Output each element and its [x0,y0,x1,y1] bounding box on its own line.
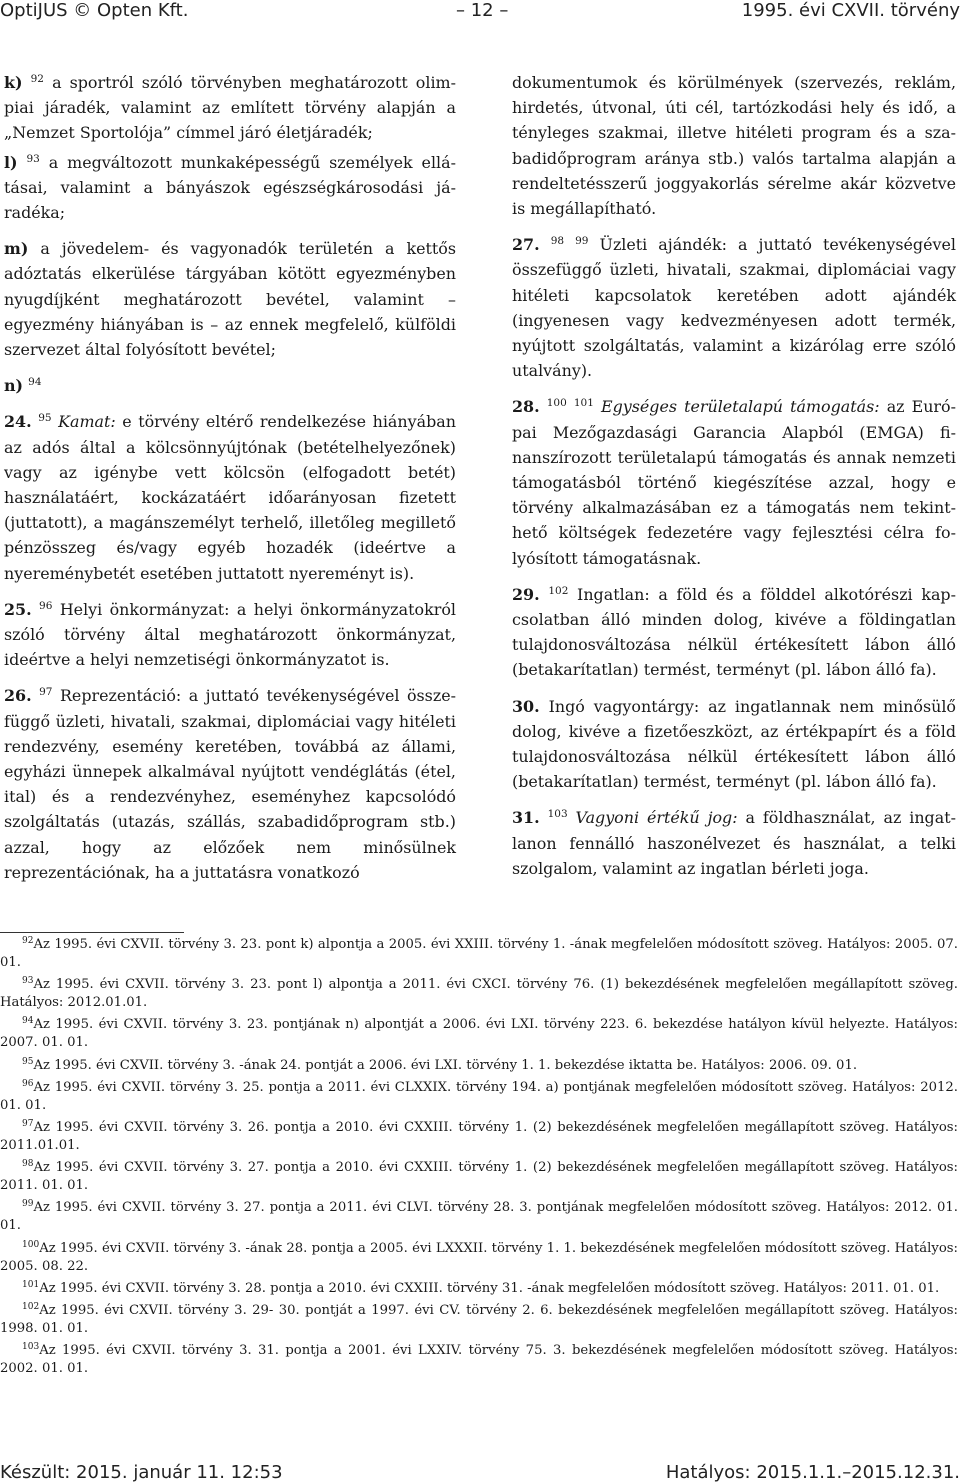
footnote: $^{103}$Az 1995. évi CXVII. törvény 3. 31. pontja a 2001. évi LXXIV. törvény 75. 3. bekezdésének megfelelően módosított szöveg. Hatályos: 2002. 01. 01. [0,1342,958,1377]
section-28: 28. $^{100}$ $^{101}$ Egységes területalapú támogatás: az Európai Mezőgazdasági Garancia Alapból (EMGA) finanszírozott területalapú támogatás és annak nemzeti támogatásból történő kiegészítése azzal, hogy e törvény alkalmazásában ez a támogatás nem tekinthető költségek fedezetére vagy fejlesztési célra folyósított támogatásnak. [512,397,956,568]
item-m: m) a jövedelem- és vagyonadók területén a kettős adóztatás elkerülése tárgyában kötött egyezményben nyugdíjként meghatározott bevétel, valamint – egyezmény hiányában is – az ennek megfelelő, külföldi szervezet által folyósított bevétel; [4,239,456,360]
section-26-continued: dokumentumok és körülmények (szervezés, reklám, hirdetés, útvonal, úti cél, tartózkodási hely és idő, a tényleges szakmai, illetve hitéleti program és a szabadidőprogram aránya stb.) valós tartalma alapján a rendeltetésszerű joggyakorlás sérelme akár közvetve is megállapítható. [512,73,956,219]
footnote-ref: 93 [26,152,40,165]
section-25: 25. $^{96}$ Helyi önkormányzat: a helyi önkormányzatokról szóló törvény által meghatározott önkormányzat, ideértve a helyi nemzetiségi önkormányzatot is. [4,599,456,670]
section-27: 27. $^{98}$ $^{99}$ Üzleti ajándék: a juttató tevékenységével összefüggő üzleti, hivatali, szakmai, diplomáciai vagy hitéleti kapcsolatok keretében adott ajándék (ingyenesen vagy kedvezményesen adott termék, nyújtott szolgáltatás, valamint a kizárólag erre szóló utalvány). [512,235,956,381]
header-law-title: 1995. évi CXVII. törvény [741,0,960,21]
footnote-ref: 97 [39,686,53,699]
footnote: $^{95}$Az 1995. évi CXVII. törvény 3. -ának 24. pontját a 2006. évi LXI. törvény 1. 1. bekezdése iktatta be. Hatályos: 2006. 09. 01. [22,1056,858,1073]
footnote: $^{94}$Az 1995. évi CXVII. törvény 3. 23. pontjának n) alpontját a 2006. évi LXI. törvény 223. 6. bekezdése hatályon kívül helyezte. Hatályos: 2007. 01. 01. [0,1016,958,1051]
left-column [4,70,456,896]
footer-created: Készült: 2015. január 11. 12:53 [0,1462,283,1483]
footnote: $^{101}$Az 1995. évi CXVII. törvény 3. 28. pontja a 2010. évi CXXIII. törvény 31. -ának megfelelően módosított szöveg. Hatályos: 2011. 01. 01. [22,1279,940,1296]
item-k: k) $^{92}$ a sportról szóló törvényben meghatározott olimpiai járadék, valamint az említett törvény alapján a „Nemzet Sportolója” címmel járó életjáradék; [4,73,456,143]
footer-effective: Hatályos: 2015.1.1.–2015.12.31. [665,1462,960,1483]
footnote: $^{97}$Az 1995. évi CXVII. törvény 3. 26. pontja a 2010. évi CXXIII. törvény 1. (2) bekezdésének megfelelően megállapított szöveg. Hatályos: 2011.01.01. [0,1118,958,1153]
section-29: 29. $^{102}$ Ingatlan: a föld és a földdel alkotórészi kapcsolatban álló minden dolog, kivéve a földingatlan tulajdonosváltozása nélkül értékesített lábon álló (betakarítatlan) termést, terményt (pl. lábon álló fa). [512,584,956,680]
footnote: $^{93}$Az 1995. évi CXVII. törvény 3. 23. pont l) alpontja a 2011. évi CXCI. törvény 76. (1) bekezdésének megfelelően megállapított szöveg. Hatályos: 2012.01.01. [0,976,958,1011]
footnote: $^{100}$Az 1995. évi CXVII. törvény 3. -ának 28. pontja a 2005. évi LXXXII. törvény 1. 1. bekezdésének megfelelően módosított szöveg. Hatályos: 2005. 08. 22. [0,1239,958,1274]
footnote-ref: 98 [550,235,565,248]
footnote-ref: 96 [39,599,53,612]
footnotes [0,936,958,1382]
footnote: $^{98}$Az 1995. évi CXVII. törvény 3. 27. pontja a 2010. évi CXXIII. törvény 1. (2) bekezdésének megfelelően megállapított szöveg. Hatályos: 2011. 01. 01. [0,1159,958,1194]
section-26: 26. $^{97}$ Reprezentáció: a juttató tevékenységével összefüggő üzleti, hivatali, szakmai, diplomáciai vagy hitéleti rendezvény, esemény keretében, továbbá az állami, egyházi ünnepek alkalmával nyújtott vendéglátás (étel, ital) és a rendezvényhez, eseményhez kapcsolódó szolgáltatás (utazás, szállás, szabadidőprogram stb.) azzal, hogy az előzőek nem minősülnek reprezentációnak, ha a juttatásra vonatkozó [4,686,456,882]
footnote: $^{102}$Az 1995. évi CXVII. törvény 3. 29- 30. pontját a 1997. évi CV. törvény 2. 6. bekezdésének megfelelően megállapított szöveg. Hatályos: 1998. 01. 01. [0,1301,958,1336]
item-n: n) $^{94}$ [4,376,42,396]
footnote-separator [0,932,184,933]
footnote-ref: 101 [573,397,594,410]
footnote: $^{96}$Az 1995. évi CXVII. törvény 3. 25. pontja a 2011. évi CLXXIX. törvény 194. a) pontjának megfelelően módosított szöveg. Hatályos: 2012. 01. 01. [0,1078,958,1113]
footnote-ref: 99 [575,235,589,248]
footnote: $^{99}$Az 1995. évi CXVII. törvény 3. 27. pontja a 2011. évi CLVI. törvény 28. 3. pontjának megfelelően módosított szöveg. Hatályos: 2012. 01. 01. [0,1199,958,1234]
footnote-ref: 95 [38,412,52,425]
footnote-ref: 102 [548,584,569,597]
footnote-ref: 94 [28,376,42,389]
section-31: 31. $^{103}$ Vagyoni értékű jog: a földhasználat, az ingatlanon fennálló haszonélvezet és használat, a telki szolgalom, valamint az ingatlan bérleti joga. [512,808,956,878]
header-page-number: – 12 – [456,0,509,21]
footnote-ref: 103 [547,808,568,821]
right-column [512,70,956,892]
footnote: $^{92}$Az 1995. évi CXVII. törvény 3. 23. pont k) alpontja a 2005. évi XXIII. törvény 1. -ának megfelelően módosított szöveg. Hatályos: 2005. 07. 01. [0,936,958,970]
section-24: 24. $^{95}$ Kamat: e törvény eltérő rendelkezése hiányában az adós által a kölcsönnyújtónak (betételhelyezőnek) vagy az igénybe vett kölcsön (elfogadott betét) használatáért, kockázatáért időarányosan fizetett (juttatott), a magánszemélyt terhelő, illetőleg megillető pénzösszeg és/vagy egyéb hozadék (ideértve a nyereménybetét esetében juttatott nyereményt is). [4,412,456,583]
footnote-ref: 92 [30,73,44,85]
footnote-ref: 100 [546,397,567,410]
section-30: 30. Ingó vagyontárgy: az ingatlannak nem minősülő dolog, kivéve a fizetőeszközt, az értékpapírt és a föld tulajdonosváltozása nélkül értékesített lábon álló (betakarítatlan) termést, terményt (pl. lábon álló fa). [512,696,956,792]
header-publisher: OptiJUS © Opten Kft. [0,0,189,21]
item-l: l) $^{93}$ a megváltozott munkaképességű személyek ellátásai, valamint a bányászok egészségkárosodási járadéka; [4,152,456,223]
